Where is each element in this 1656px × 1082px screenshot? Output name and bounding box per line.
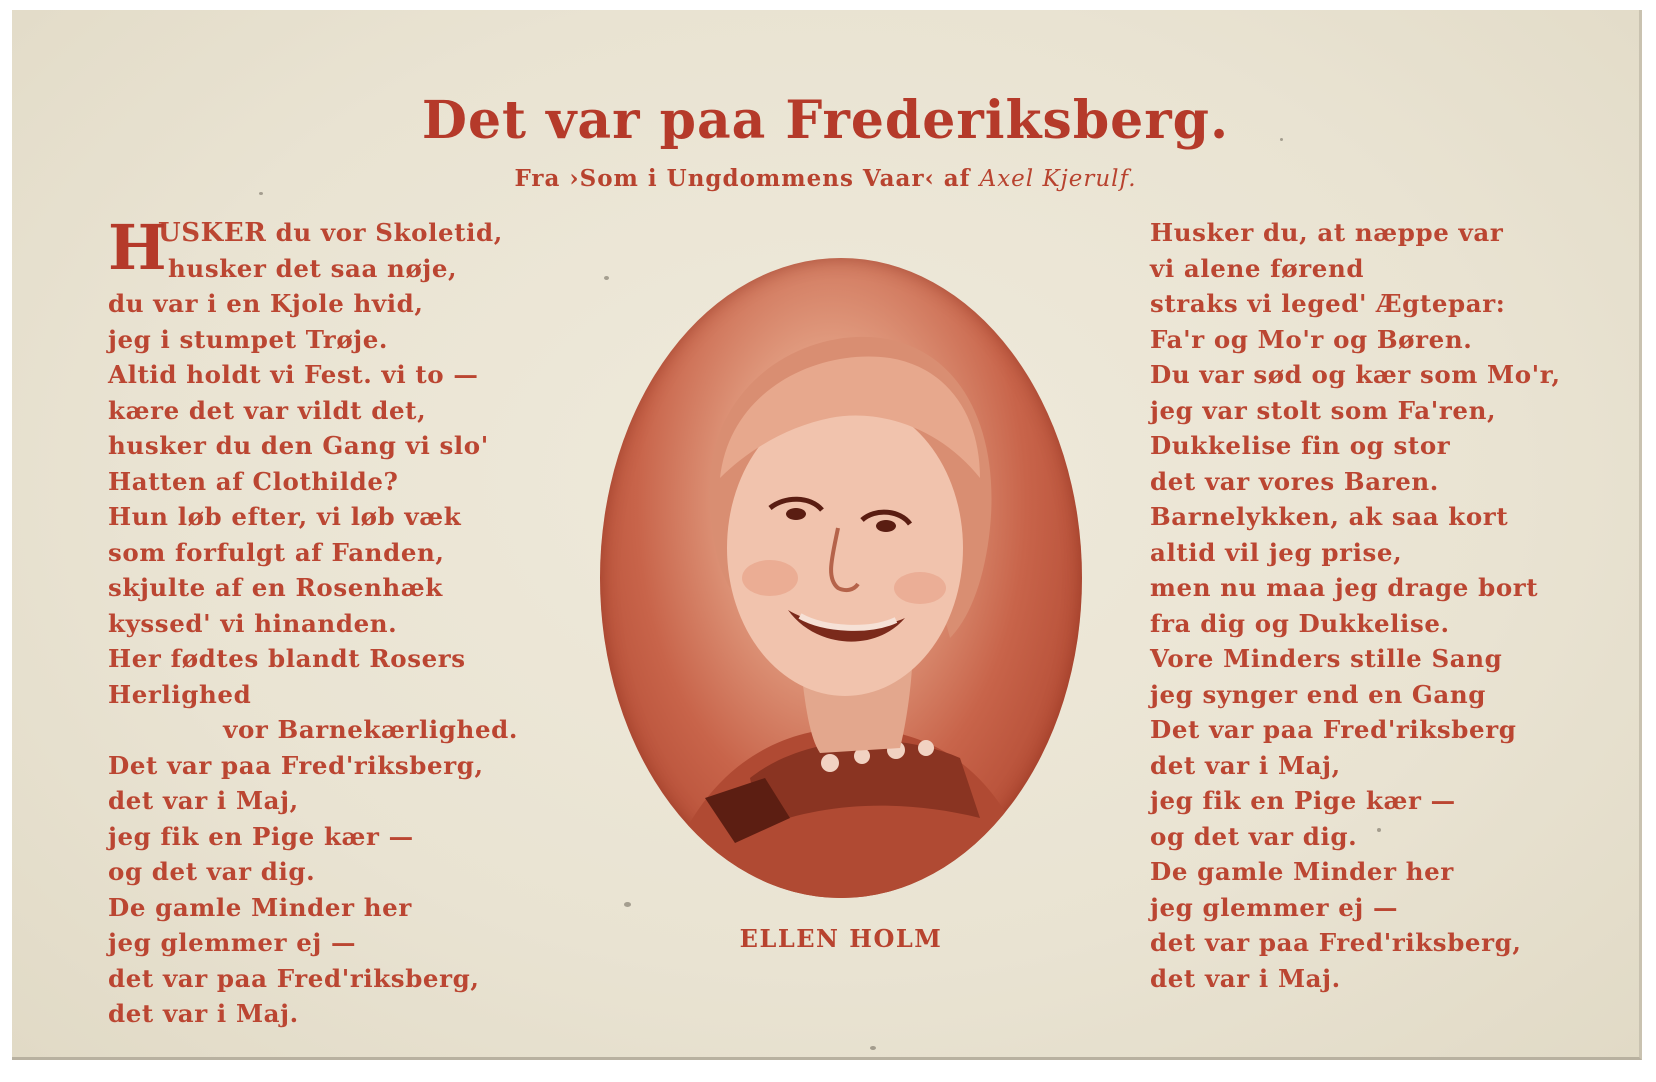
poem-line: og det var dig.	[108, 857, 316, 886]
poem-line: Det var paa Fred'riksberg	[1150, 715, 1517, 744]
poem-line: Herlighed	[108, 679, 252, 709]
poem-line: det var paa Fred'riksberg,	[1150, 928, 1522, 957]
poem-line: straks vi leged' Ægtepar:	[1150, 289, 1506, 318]
poem-line: det var i Maj,	[1150, 750, 1341, 780]
page-title: Det var paa Frederiksberg.	[421, 90, 1230, 151]
paper-speck	[1377, 828, 1381, 832]
poem-line: jeg var stolt som Fa'ren,	[1150, 395, 1497, 425]
poem-line: jeg fik en Pige kær —	[108, 821, 414, 851]
paper-speck	[870, 1046, 876, 1050]
poem-line: fra dig og Dukkelise.	[1150, 608, 1450, 638]
poem-line: det var vores Baren.	[1150, 466, 1439, 496]
poem-line: som forfulgt af Fanden,	[108, 537, 445, 567]
poem-line: Du var sød og kær som Mo'r,	[1150, 360, 1561, 389]
poem-line: men nu maa jeg drage bort	[1150, 573, 1539, 602]
postcard	[12, 10, 1642, 1060]
poem-line: det var paa Fred'riksberg,	[108, 963, 480, 993]
poem-line: jeg i stumpet Trøje.	[108, 324, 389, 354]
poem-line: og det var dig.	[1150, 821, 1358, 851]
subtitle-source: Fra ›Som i Ungdommens Vaar‹ af	[514, 165, 971, 192]
poem-line: Det var paa Fred'riksberg,	[108, 750, 484, 780]
poem-line: Her fødtes blandt Rosers	[108, 644, 466, 673]
poem-line: Dukkelise fin og stor	[1150, 431, 1451, 460]
portrait-figure	[600, 258, 1082, 898]
poem-line: husker det saa nøje,	[168, 253, 458, 283]
poem-line: skjulte af en Rosenhæk	[108, 573, 443, 602]
first-line-rest: du vor Skoletid,	[266, 218, 503, 247]
subtitle-author: Axel Kjerulf.	[979, 166, 1137, 192]
poem-line: Hun løb efter, vi løb væk	[108, 502, 462, 531]
poem-line: kyssed' vi hinanden.	[108, 608, 398, 638]
poem-line: De gamle Minder her	[108, 892, 412, 922]
right-poem	[1150, 215, 1610, 996]
poem-line: jeg synger end en Gang	[1150, 679, 1487, 709]
paper-speck	[624, 902, 631, 907]
poem-line: Husker du, at næppe var	[1150, 218, 1504, 247]
poem-line: jeg glemmer ej —	[1150, 892, 1399, 922]
poem-line: vi alene førend	[1150, 253, 1365, 283]
poem-line: Barnelykken, ak saa kort	[1150, 502, 1509, 531]
poem-line: jeg fik en Pige kær —	[1150, 786, 1456, 815]
subtitle	[12, 165, 1639, 192]
paper-speck	[259, 192, 263, 195]
poem-line: du var i en Kjole hvid,	[108, 289, 424, 318]
poem-line: Altid holdt vi Fest. vi to —	[108, 360, 479, 389]
poem-line: kære det var vildt det,	[108, 395, 427, 425]
portrait-photo	[600, 258, 1082, 898]
dropcap-letter: H	[108, 211, 168, 284]
poem-line: det var i Maj.	[1150, 963, 1341, 993]
left-poem	[108, 211, 518, 1032]
poem-line: det var i Maj,	[108, 786, 299, 815]
poem-line: vor Barnekærlighed.	[223, 715, 518, 744]
first-word: USKER	[158, 218, 267, 248]
poem-line: Hatten af Clothilde?	[108, 466, 399, 496]
poem-line: De gamle Minder her	[1150, 857, 1454, 886]
paper-speck	[1280, 138, 1283, 141]
poem-line: husker du den Gang vi slo'	[108, 431, 489, 460]
paper-speck	[604, 276, 609, 280]
poem-line: Fa'r og Mo'r og Børen.	[1150, 324, 1473, 354]
poem-line: altid vil jeg prise,	[1150, 537, 1403, 567]
poem-line: Vore Minders stille Sang	[1150, 644, 1503, 673]
portrait-caption: ELLEN HOLM	[739, 924, 943, 953]
poem-line: det var i Maj.	[108, 999, 299, 1028]
poem-line: jeg glemmer ej —	[108, 928, 357, 957]
